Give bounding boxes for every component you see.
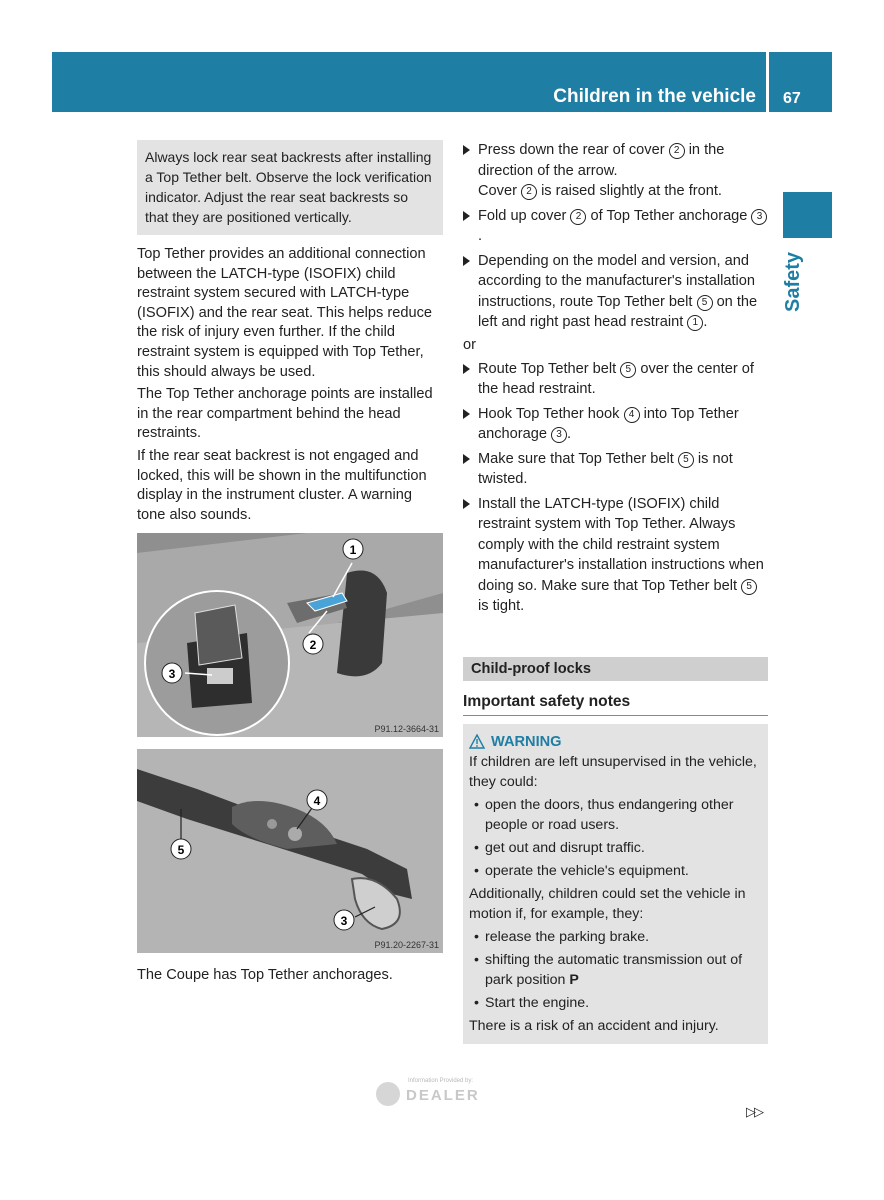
- dealer-logo-icon: [372, 1072, 512, 1116]
- svg-text:4: 4: [313, 794, 321, 809]
- step-arrow-icon: [463, 364, 470, 374]
- ref-circle: 2: [570, 209, 586, 225]
- side-tab: [774, 240, 824, 320]
- ref-circle: 1: [687, 315, 703, 331]
- note-box: Always lock rear seat backrests after installing a Top Tether belt. Observe the lock verification indicator. Adjust the rear seat backrests so that they are positioned vertically.: [137, 140, 443, 235]
- warning-end: There is a risk of an accident and injury.: [469, 1017, 719, 1034]
- ref-circle: 5: [678, 452, 694, 468]
- warning-box: [463, 724, 768, 1044]
- svg-text:DEALER: DEALER: [406, 1087, 480, 1104]
- svg-text:5: 5: [177, 843, 185, 858]
- page-number: 67: [783, 90, 801, 107]
- figure-2-code: P91.20-2267-31: [374, 940, 439, 951]
- warning-bullet: • shifting the automatic transmission out of park position P: [469, 950, 762, 990]
- figure-top-tether-cover: [137, 533, 443, 737]
- subheading: Important safety notes: [463, 693, 768, 716]
- step-route-belt-sides: Depending on the model and version, and according to the manufacturer's installation instructions, route Top Tether belt 5 on the left and right past head restraint 1 .: [463, 251, 768, 333]
- or-separator: or: [463, 336, 476, 353]
- step-arrow-icon: [463, 211, 470, 221]
- step-route-belt-center: Route Top Tether belt 5 over the center of the head restraint.: [463, 359, 768, 400]
- page-title: Children in the vehicle: [553, 86, 756, 107]
- ref-circle: 5: [620, 362, 636, 378]
- figure-1-illustration: [137, 533, 443, 737]
- warning-bullet: • release the parking brake.: [469, 927, 762, 947]
- continue-arrows-icon: ▷▷: [746, 1104, 762, 1119]
- paragraph-2: The Top Tether anchorage points are installed in the rear compartment behind the head restraints.: [137, 386, 433, 442]
- figure-1-callout-2: [303, 634, 323, 654]
- side-tab-label: Safety: [782, 251, 804, 312]
- ref-circle: 5: [741, 579, 757, 595]
- paragraph-1: Top Tether provides an additional connection between the LATCH-type (ISOFIX) child restraint system secured with LATCH-type (ISOFIX) and the rear seat. This helps reduce the risk of injury even further. If the child restraint system is equipped with Top Tether, this should always be used.: [137, 246, 432, 380]
- warning-intro: If children are left unsupervised in the vehicle, they could:: [469, 753, 757, 790]
- ref-circle: 3: [551, 427, 567, 443]
- step-arrow-icon: [463, 409, 470, 419]
- step-check-twist: Make sure that Top Tether belt 5 is not twisted.: [463, 449, 768, 490]
- figure-2-illustration: [137, 749, 443, 953]
- left-column: [137, 140, 443, 983]
- figure-caption: The Coupe has Top Tether anchorages.: [137, 967, 393, 984]
- right-column: [463, 140, 768, 1044]
- figure-2-callout-4: [307, 790, 327, 810]
- section-heading: Child-proof locks: [463, 657, 768, 681]
- figure-2-callout-5: [171, 839, 191, 859]
- svg-text:3: 3: [340, 914, 348, 929]
- paragraph-3: If the rear seat backrest is not engaged and locked, this will be shown in the multifunction display in the instrument cluster. A warning tone also sounds.: [137, 447, 427, 523]
- ref-circle: 2: [669, 143, 685, 159]
- step-hook: Hook Top Tether hook 4 into Top Tether anchorage 3 .: [463, 404, 768, 445]
- step-arrow-icon: [463, 256, 470, 266]
- warning-bullet: • get out and disrupt traffic.: [469, 838, 762, 858]
- figure-top-tether-hook: [137, 749, 443, 953]
- warning-title: WARNING: [469, 732, 762, 752]
- warning-bullet: • open the doors, thus endangering other people or road users.: [469, 795, 762, 835]
- step-arrow-icon: [463, 145, 470, 155]
- step-press-cover: Press down the rear of cover 2 in the direction of the arrow. Cover 2 is raised slightly at the front.: [463, 140, 768, 202]
- svg-text:1: 1: [349, 543, 357, 558]
- step-fold-cover: Fold up cover 2 of Top Tether anchorage 3.: [463, 206, 768, 247]
- warning-triangle-icon: [469, 734, 485, 749]
- step-install: Install the LATCH-type (ISOFIX) child restraint system with Top Tether. Always comply with the child restraint system manufacturer's installation instructions when doing so. Make sure that Top Tether belt 5 is tight.: [463, 494, 768, 617]
- warning-bullet: • operate the vehicle's equipment.: [469, 861, 762, 881]
- step-arrow-icon: [463, 499, 470, 509]
- header-bar: [52, 52, 766, 112]
- figure-1-callout-1: [343, 539, 363, 559]
- ref-circle: 4: [624, 407, 640, 423]
- ref-circle: 2: [521, 184, 537, 200]
- figure-1-code: P91.12-3664-31: [374, 724, 439, 735]
- svg-text:2: 2: [309, 638, 317, 653]
- figure-2-callout-3: [334, 910, 354, 930]
- ref-circle: 3: [751, 209, 767, 225]
- side-tab-marker: [783, 192, 832, 238]
- figure-1-callout-3: [162, 663, 182, 683]
- warning-middle: Additionally, children could set the vehicle in motion if, for example, they:: [469, 885, 746, 922]
- warning-bullet: • Start the engine.: [469, 993, 762, 1013]
- step-arrow-icon: [463, 454, 470, 464]
- svg-text:Information Provided by:: Information Provided by:: [408, 1078, 474, 1084]
- svg-text:3: 3: [168, 667, 176, 682]
- dealer-watermark: [372, 1072, 512, 1116]
- page-number-box: [769, 52, 832, 112]
- ref-circle: 5: [697, 295, 713, 311]
